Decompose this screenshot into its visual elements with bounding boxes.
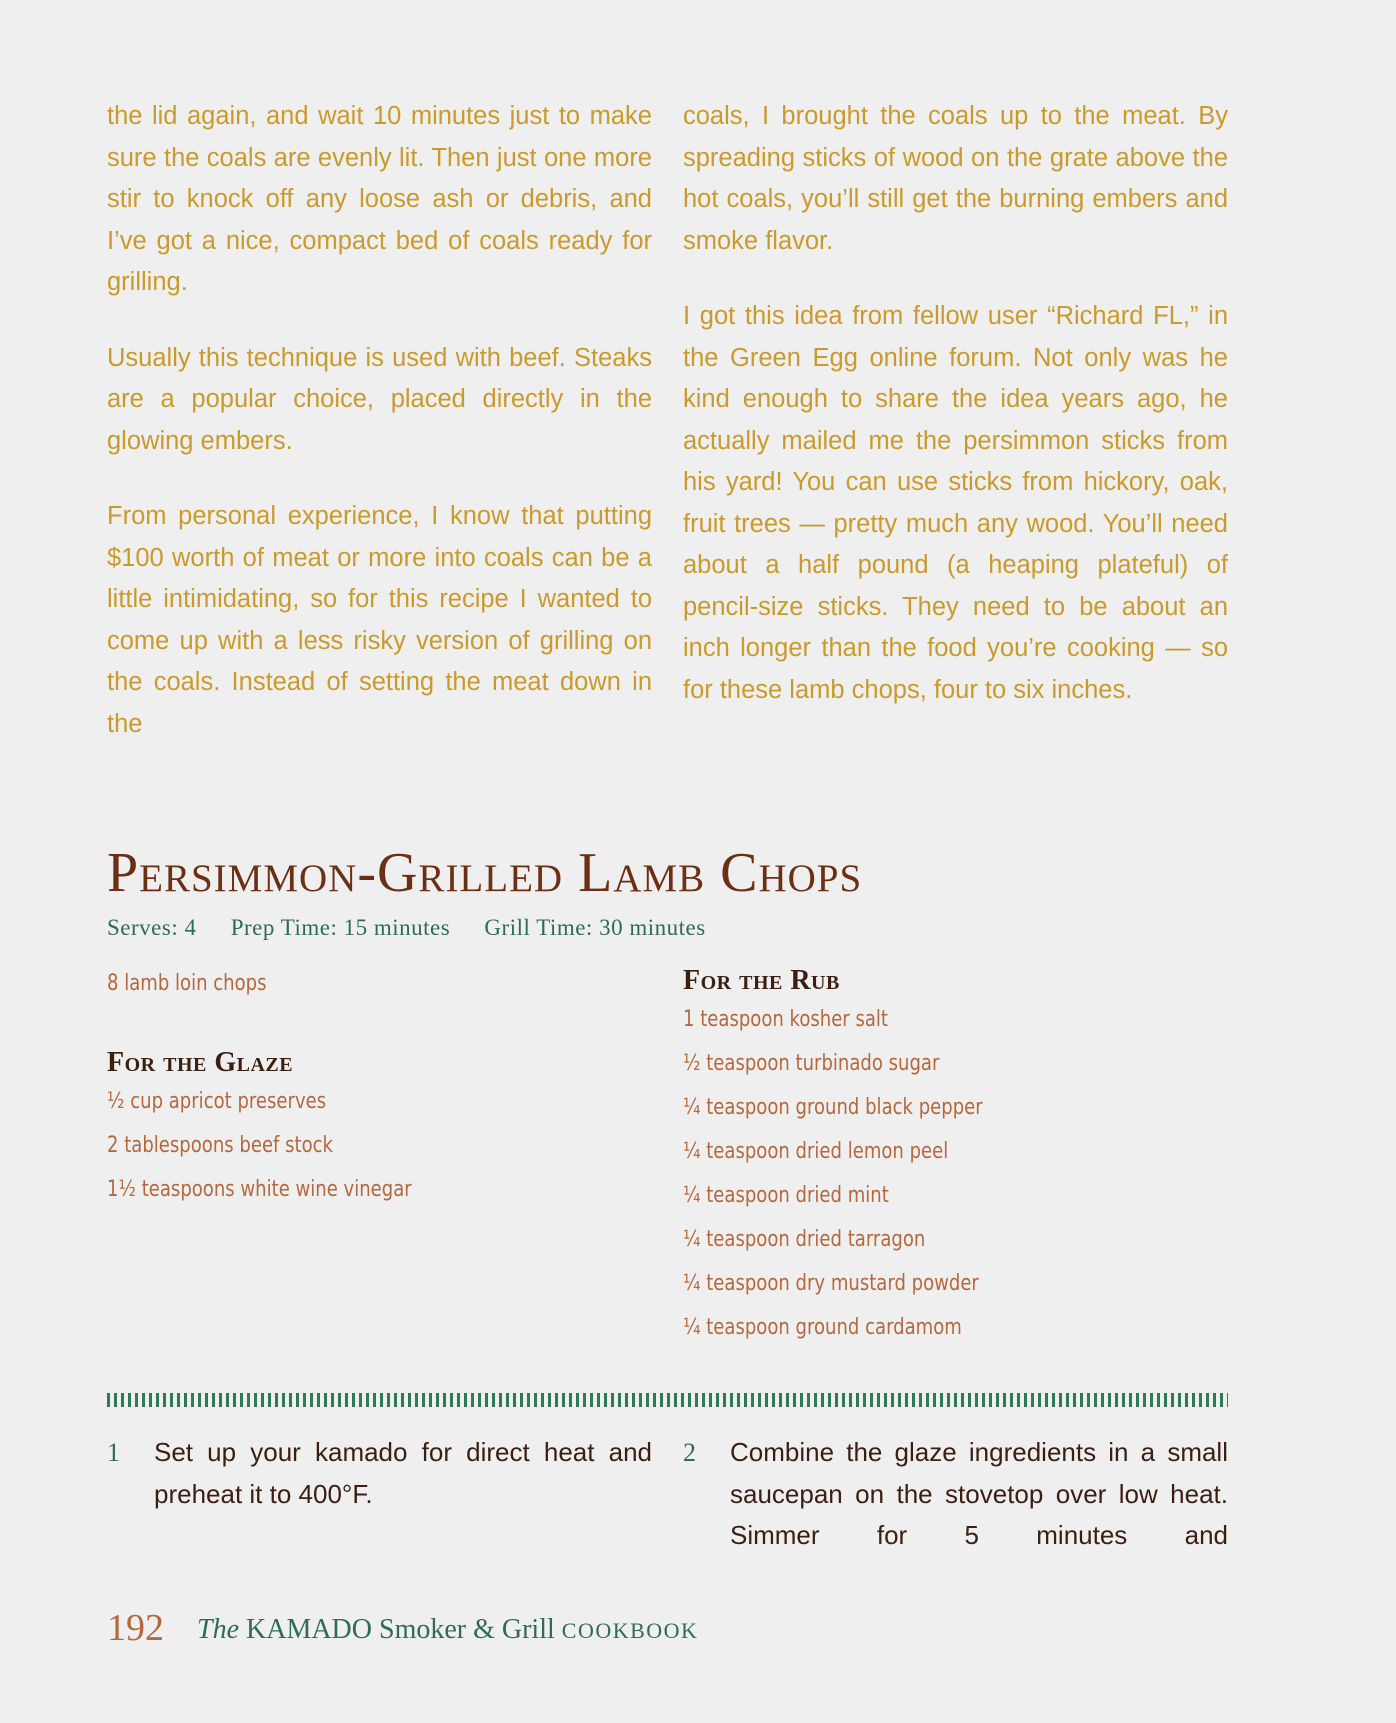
rub-heading: For the Rub <box>683 965 840 996</box>
prep-time: Prep Time: 15 minutes <box>230 915 451 940</box>
step-1 <box>107 1432 652 1515</box>
step-text: Set up your kamado for direct heat and preheat it to 400°F. <box>154 1437 652 1509</box>
glaze-heading: For the Glaze <box>107 1047 294 1078</box>
intro-paragraph: From personal experience, I know that putting $100 worth of meat or more into coals can be a little intimidating, so for this recipe I wanted to come up with a less risky version of grilling on the coals. Instead of setting the meat down in the <box>107 502 652 738</box>
ingredient-item: ¼ teaspoon ground cardamom <box>683 1315 962 1340</box>
section-divider <box>107 1393 1228 1407</box>
grill-time: Grill Time: 30 minutes <box>484 915 706 940</box>
ingredient-item: ¼ teaspoon dried lemon peel <box>683 1139 949 1164</box>
ingredient-item: 8 lamb loin chops <box>107 971 267 996</box>
recipe-meta <box>107 908 734 948</box>
book-title-the: The <box>197 1614 239 1645</box>
step-2 <box>683 1432 1228 1557</box>
ingredient-item: ¼ teaspoon dry mustard powder <box>683 1271 979 1296</box>
step-text: Combine the glaze ingredients in a small saucepan on the stovetop over low heat. Simmer for 5 minutes and <box>730 1437 1228 1550</box>
ingredients-left <box>107 962 667 1212</box>
serves: Serves: 4 <box>107 915 197 940</box>
ingredient-item: 1 teaspoon kosher salt <box>683 1007 888 1032</box>
intro-paragraph: the lid again, and wait 10 minutes just to make sure the coals are evenly lit. Then just one more stir to knock off any loose ash or debris, and I’ve got a nice, compact bed of coals ready for grilling. <box>107 102 652 296</box>
page-number: 192 <box>107 1607 164 1649</box>
intro-paragraph: coals, I brought the coals up to the meat. By spreading sticks of wood on the grate above the hot coals, you’ll still get the burning embers and smoke flavor. <box>683 102 1228 255</box>
intro-paragraph: Usually this technique is used with beef. Steaks are a popular choice, placed directly in the glowing embers. <box>107 343 652 455</box>
ingredient-item: 1½ teaspoons white wine vinegar <box>107 1177 412 1202</box>
ingredient-item: ¼ teaspoon dried mint <box>683 1183 889 1208</box>
recipe-title: Persimmon-Grilled Lamb Chops <box>107 842 863 904</box>
book-title-cookbook: COOKBOOK <box>561 1618 699 1643</box>
ingredients-right <box>683 964 1243 1350</box>
ingredient-item: ¼ teaspoon ground black pepper <box>683 1095 983 1120</box>
step-number: 2 <box>683 1438 696 1467</box>
book-title-middle: Smoker & Grill <box>379 1614 555 1645</box>
intro-column-right <box>683 96 1228 745</box>
intro-column-left <box>107 96 652 779</box>
page-footer <box>107 1606 698 1650</box>
ingredient-item: 2 tablespoons beef stock <box>107 1133 334 1158</box>
intro-paragraph: I got this idea from fellow user “Richard FL,” in the Green Egg online forum. Not only was he kind enough to share the idea years ago, he actually mailed me the persimmon sticks from his yard! You can use sticks from hickory, oak, fruit trees — pretty much any wood. You’ll need about a half pound (a heaping plateful) of pencil-size sticks. They need to be about an inch longer than the food you’re cooking — so for these lamb chops, four to six inches. <box>683 302 1228 704</box>
step-number: 1 <box>107 1438 120 1467</box>
ingredient-item: ½ cup apricot preserves <box>107 1089 327 1114</box>
ingredient-item: ¼ teaspoon dried tarragon <box>683 1227 926 1252</box>
ingredient-item: ½ teaspoon turbinado sugar <box>683 1051 940 1076</box>
book-title-kamado: KAMADO <box>246 1614 372 1645</box>
